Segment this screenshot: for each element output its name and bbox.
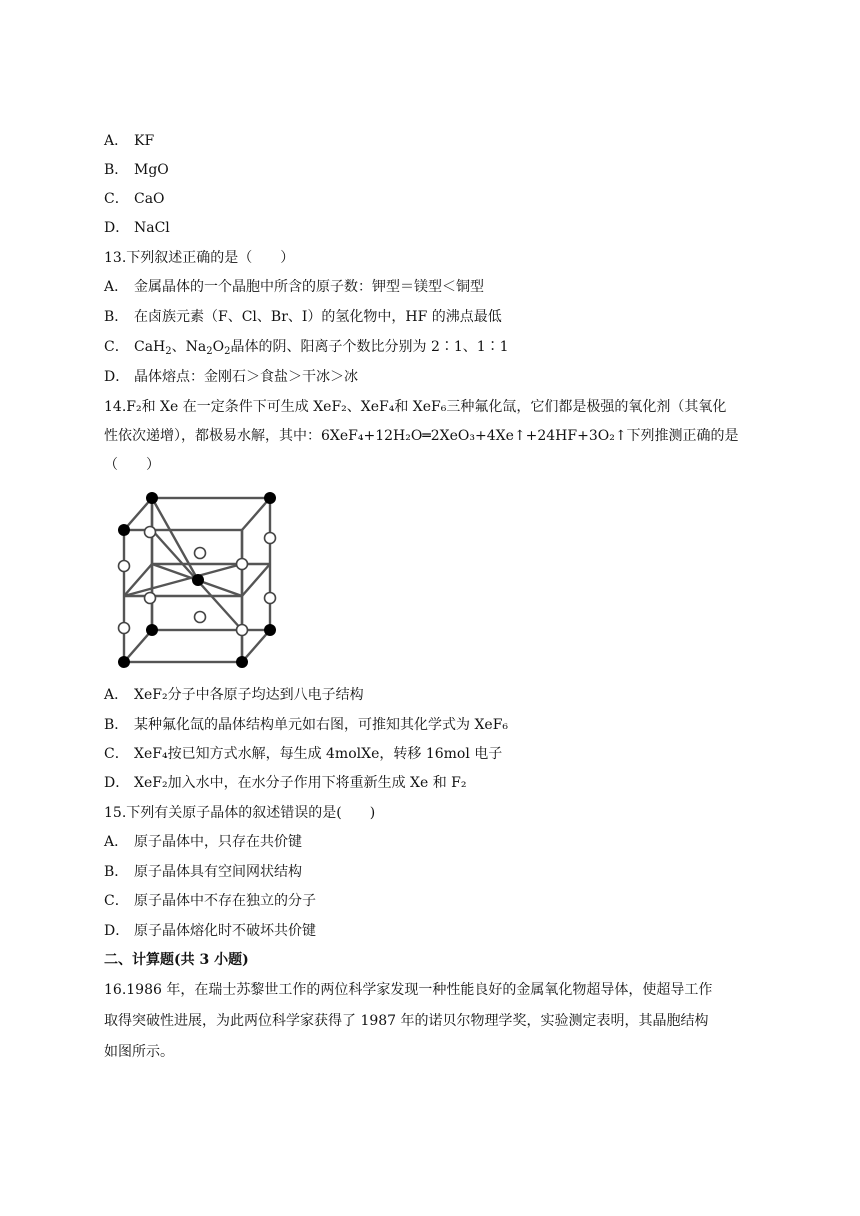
q12-option-c bbox=[104, 189, 165, 209]
option-text: CaO bbox=[134, 191, 165, 207]
subscript: 2 bbox=[206, 346, 213, 357]
option-text: XeF₂加入水中，在水分子作用下将重新生成 Xe 和 F₂ bbox=[134, 775, 467, 791]
subscript: 2 bbox=[224, 346, 231, 357]
q14-option-b bbox=[104, 715, 508, 735]
q13-option-c bbox=[104, 337, 509, 357]
q12-option-b bbox=[104, 160, 169, 180]
option-letter: A． bbox=[104, 834, 129, 850]
q16-line3: 如图所示。 bbox=[104, 1044, 174, 1060]
option-letter: D． bbox=[104, 369, 130, 385]
option-letter: B． bbox=[104, 717, 129, 733]
option-letter: A． bbox=[104, 687, 129, 703]
option-text: 晶体熔点：金刚石＞食盐＞干冰＞冰 bbox=[134, 369, 358, 385]
option-letter: A． bbox=[104, 133, 129, 149]
option-text: MgO bbox=[134, 162, 169, 178]
option-letter: B． bbox=[104, 309, 129, 325]
q16-line1: 16.1986 年，在瑞士苏黎世工作的两位科学家发现一种性能良好的金属氧化物超导体，使超导工作 bbox=[104, 982, 713, 998]
formula-part: O bbox=[212, 339, 225, 355]
option-text: 晶体的阴、阳离子个数比分别为 2∶1、1∶1 bbox=[230, 339, 509, 355]
option-letter: B． bbox=[104, 864, 129, 880]
q15-option-a bbox=[104, 832, 302, 852]
q13-option-a bbox=[104, 277, 484, 297]
option-letter: C． bbox=[104, 893, 129, 909]
q13-option-d bbox=[104, 367, 358, 387]
q12-option-a bbox=[104, 131, 154, 151]
option-letter: D． bbox=[104, 923, 130, 939]
option-letter: C． bbox=[104, 339, 129, 355]
option-letter: C． bbox=[104, 746, 129, 762]
option-letter: D． bbox=[104, 220, 130, 236]
option-letter: C． bbox=[104, 191, 129, 207]
q15-option-b bbox=[104, 862, 302, 882]
option-text: NaCl bbox=[134, 220, 170, 236]
q13-option-b bbox=[104, 307, 502, 327]
option-text: KF bbox=[134, 133, 155, 149]
q14-stem-line3: （ ） bbox=[104, 457, 160, 473]
q14-stem-line1: 14.F₂和 Xe 在一定条件下可生成 XeF₂、XeF₄和 XeF₆三种氟化氙，它们都是极强的氧化剂（其氧化 bbox=[104, 399, 727, 415]
q14-option-a bbox=[104, 685, 364, 705]
subscript: 2 bbox=[165, 346, 172, 357]
crystal-structure-figure bbox=[110, 490, 286, 670]
option-text: XeF₄按已知方式水解，每生成 4molXe，转移 16mol 电子 bbox=[134, 746, 503, 762]
q13-stem: 13.下列叙述正确的是（ ） bbox=[104, 250, 295, 266]
option-text: 某种氟化氙的晶体结构单元如右图，可推知其化学式为 XeF₆ bbox=[134, 717, 509, 733]
q15-option-d bbox=[104, 921, 316, 941]
option-letter: B． bbox=[104, 162, 129, 178]
q14-stem-line2: 性依次递增），都极易水解，其中：6XeF₄+12H₂O═2XeO₃+4Xe↑+24HF+3O₂↑下列推测正确的是 bbox=[104, 428, 739, 444]
option-letter: A． bbox=[104, 279, 129, 295]
q15-option-c bbox=[104, 891, 316, 911]
section-heading: 二、计算题(共 3 小题) bbox=[104, 952, 249, 968]
option-text: 原子晶体熔化时不破坏共价键 bbox=[134, 923, 316, 939]
q15-stem: 15.下列有关原子晶体的叙述错误的是( ) bbox=[104, 805, 376, 821]
option-text: 在卤族元素（F、Cl、Br、I）的氢化物中，HF 的沸点最低 bbox=[134, 309, 502, 325]
q12-option-d bbox=[104, 218, 170, 238]
q14-option-c bbox=[104, 744, 502, 764]
formula-part: CaH bbox=[134, 339, 166, 355]
option-text: XeF₂分子中各原子均达到八电子结构 bbox=[134, 687, 364, 703]
crystal-lattice-diagram bbox=[110, 490, 286, 670]
option-text: 金属晶体的一个晶胞中所含的原子数：钾型＝镁型＜铜型 bbox=[134, 279, 484, 295]
q14-option-d bbox=[104, 773, 467, 793]
option-text: 原子晶体中不存在独立的分子 bbox=[134, 893, 316, 909]
q16-line2: 取得突破性进展，为此两位科学家获得了 1987 年的诺贝尔物理学奖，实验测定表明，其晶胞结构 bbox=[104, 1013, 709, 1029]
option-text: 原子晶体具有空间网状结构 bbox=[134, 864, 302, 880]
option-text: 原子晶体中，只存在共价键 bbox=[134, 834, 302, 850]
formula-part: 、Na bbox=[171, 339, 207, 355]
option-letter: D． bbox=[104, 775, 130, 791]
